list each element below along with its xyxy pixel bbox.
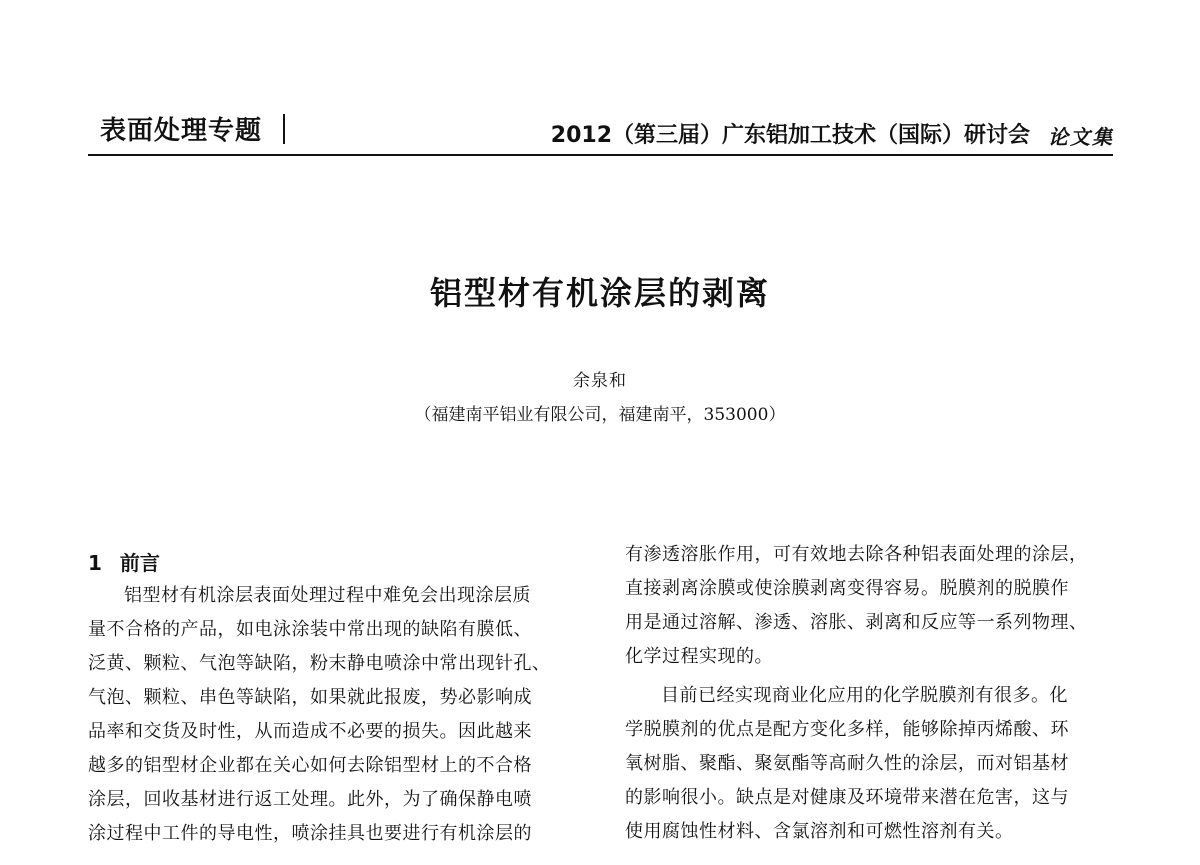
- left-column-line: 气泡、颗粒、串色等缺陷，如果就此报废，势必影响成: [88, 687, 532, 708]
- right-column-line: 使用腐蚀性材料、含氯溶剂和可燃性溶剂有关。: [625, 821, 1014, 842]
- right-column-line: 用是通过溶解、渗透、溶胀、剥离和反应等一系列物理、: [625, 612, 1088, 633]
- header-rule: [88, 154, 1113, 156]
- running-header-divider: [283, 114, 285, 144]
- right-column-line: 氧树脂、聚酯、聚氨酯等高耐久性的涂层，而对铝基材: [625, 753, 1069, 774]
- right-column-line: 的影响很小。缺点是对健康及环境带来潜在危害，这与: [625, 787, 1069, 808]
- running-header-proceedings: 2012（第三届）广东铝加工技术（国际）研讨会: [550, 123, 1030, 148]
- running-header-section-label: 表面处理专题: [100, 116, 263, 146]
- right-column-line: 直接剥离涂膜或使涂膜剥离变得容易。脱膜剂的脱膜作: [625, 578, 1069, 599]
- right-column-line: 有渗透溶胀作用，可有效地去除各种铝表面处理的涂层，: [625, 544, 1088, 565]
- right-column-line: 化学过程实现的。: [625, 646, 773, 667]
- section-title: 前言: [119, 551, 160, 575]
- section-number: 1: [88, 551, 102, 575]
- left-column-line: 量不合格的产品，如电泳涂装中常出现的缺陷有膜低、: [88, 619, 532, 640]
- left-column-line: 涂过程中工件的导电性，喷涂挂具也要进行有机涂层的: [88, 823, 532, 844]
- section-heading: [88, 547, 160, 576]
- paper-affiliation: （福建南平铝业有限公司，福建南平，353000）: [414, 405, 786, 425]
- left-column-line: 泛黄、颗粒、气泡等缺陷，粉末静电喷涂中常出现针孔、: [88, 653, 551, 674]
- paper-author: 余泉和: [573, 371, 627, 391]
- right-column-line: 学脱膜剂的优点是配方变化多样，能够除掉丙烯酸、环: [625, 719, 1069, 740]
- left-column-line: 涂层，回收基材进行返工处理。此外，为了确保静电喷: [88, 789, 532, 810]
- paper-title: 铝型材有机涂层的剥离: [429, 274, 770, 312]
- right-column-line: 目前已经实现商业化应用的化学脱膜剂有很多。化: [661, 685, 1068, 706]
- running-header-collection-tag: 论文集: [1048, 125, 1114, 149]
- left-column-line: 铝型材有机涂层表面处理过程中难免会出现涂层质: [124, 585, 531, 606]
- left-column-line: 品率和交货及时性，从而造成不必要的损失。因此越来: [88, 721, 532, 742]
- left-column-line: 越多的铝型材企业都在关心如何去除铝型材上的不合格: [88, 755, 532, 776]
